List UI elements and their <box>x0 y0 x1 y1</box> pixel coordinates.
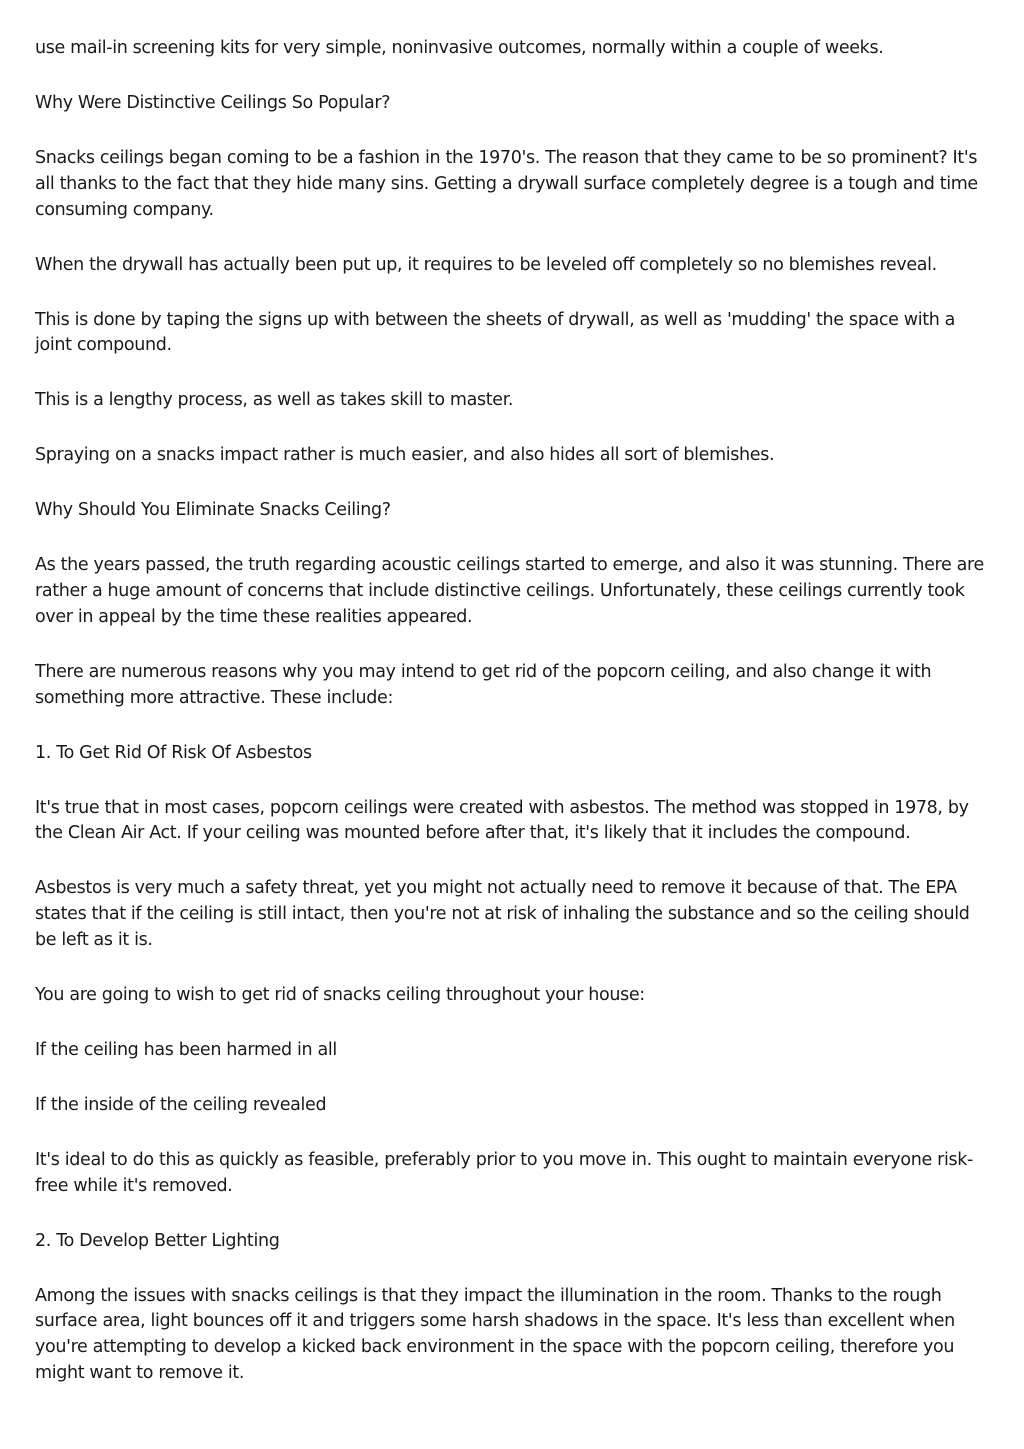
paragraph-history: Snacks ceilings began coming to be a fashion in the 1970's. The reason that they came to be so prominent? It's all thanks to the fact that they hide many sins. Getting a drywall surface completely degree is a tough and time consuming company. <box>35 147 978 220</box>
paragraph-asbestos-history: It's true that in most cases, popcorn ceilings were created with asbestos. The method was stopped in 1978, by the Clean Air Act. If your ceiling was mounted before after that, it's likely that it includes the compound. <box>35 797 969 844</box>
paragraph-lengthy-process: This is a lengthy process, as well as takes skill to master. <box>35 390 514 411</box>
paragraph-reasons-intro: There are numerous reasons why you may intend to get rid of the popcorn ceiling, and also change it with something more attractive. These include: <box>35 661 932 708</box>
paragraph-spraying: Spraying on a snacks impact rather is much easier, and also hides all sort of blemishes. <box>35 445 775 466</box>
paragraph-ideal-timing: It's ideal to do this as quickly as feasible, preferably prior to you move in. This ought to maintain everyone risk-free while it's removed. <box>35 1149 974 1196</box>
paragraph-when-remove: You are going to wish to get rid of snacks ceiling throughout your house: <box>35 984 645 1005</box>
heading-why-eliminate: Why Should You Eliminate Snacks Ceiling? <box>35 500 391 521</box>
paragraph-taping: This is done by taping the signs up with between the sheets of drywall, as well as 'mudding' the space with a joint compound. <box>35 309 956 356</box>
list-item-harmed: If the ceiling has been harmed in all <box>35 1039 337 1060</box>
heading-popularity: Why Were Distinctive Ceilings So Popular? <box>35 92 391 113</box>
paragraph-lighting: Among the issues with snacks ceilings is that they impact the illumination in the room. Thanks to the rough surface area, light bounces off it and triggers some harsh shadows in the space. It's less than excellent when you're attempting to develop a kicked back environment in the space with the popcorn ceiling, therefore you might want to remove it. <box>35 1285 955 1384</box>
list-item-revealed: If the inside of the ceiling revealed <box>35 1094 327 1115</box>
heading-asbestos: 1. To Get Rid Of Risk Of Asbestos <box>35 742 312 763</box>
heading-lighting: 2. To Develop Better Lighting <box>35 1230 280 1251</box>
document-body <box>35 36 995 1416</box>
paragraph-intro-fragment: use mail-in screening kits for very simple, noninvasive outcomes, normally within a couple of weeks. <box>35 38 884 58</box>
paragraph-leveling: When the drywall has actually been put up, it requires to be leveled off completely so no blemishes reveal. <box>35 254 937 275</box>
paragraph-truth-emerged: As the years passed, the truth regarding acoustic ceilings started to emerge, and also it was stunning. There are rather a huge amount of concerns that include distinctive ceilings. Unfortunately, these ceilings currently took over in appeal by the time these realities appeared. <box>35 555 984 627</box>
paragraph-asbestos-threat: Asbestos is very much a safety threat, yet you might not actually need to remove it because of that. The EPA states that if the ceiling is still intact, then you're not at risk of inhaling the substance and so the ceiling should be left as it is. <box>35 878 970 950</box>
